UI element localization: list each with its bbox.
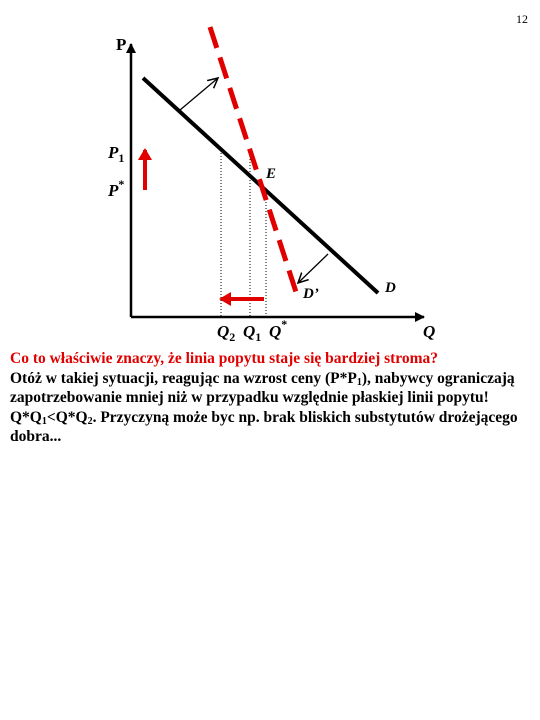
y-axis-label: P bbox=[116, 35, 127, 54]
quantity-label-q2: $Q_2$ bbox=[217, 322, 236, 344]
quantity-label-qstar: Q* bbox=[269, 317, 288, 341]
price-label-pstar: P* bbox=[108, 177, 125, 200]
page-number: 12 bbox=[516, 12, 528, 26]
price-label-p1: $P_1$ bbox=[108, 143, 125, 165]
demand-curve-label: D bbox=[385, 280, 396, 296]
x-axis-label: Q bbox=[423, 322, 436, 341]
steep-demand-curve bbox=[210, 27, 296, 292]
caption bbox=[10, 349, 520, 447]
quantity-label-q1: $Q_1$ bbox=[243, 322, 262, 344]
equilibrium-label: E bbox=[266, 166, 277, 182]
caption-answer: Otóż w takiej sytuacji, reagując na wzrost ceny $(P*P_1)$, nabywcy ograniczają zapotrzebowanie mniej niż w przypadku względnie płaskiej linii popytu! $Q*Q_1<Q*Q_2$. Przyczyną może byc np. brak bliskich substytutów drożejącego dobra... bbox=[10, 369, 518, 445]
rotation-arrow-bottom bbox=[298, 254, 328, 283]
caption-question: Co to właściwie znaczy, że linia popytu staje się bardziej stroma? bbox=[10, 350, 439, 367]
rotation-arrow-top bbox=[180, 78, 218, 110]
demand-diagram bbox=[0, 0, 540, 345]
steep-demand-curve-label: D’ bbox=[303, 286, 319, 302]
